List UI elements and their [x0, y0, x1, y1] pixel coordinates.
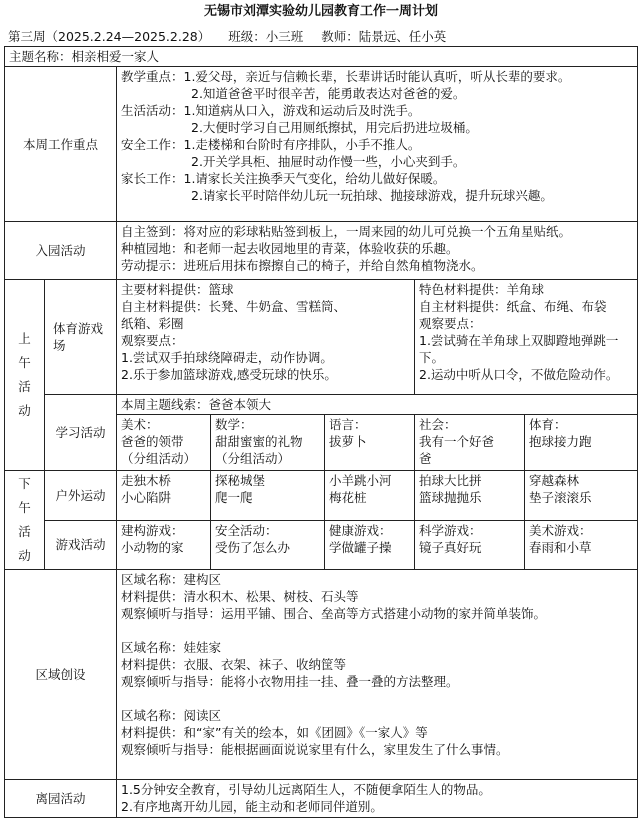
study-cell-pe: 体育： 抱球接力跑 [525, 415, 638, 471]
study-theme-row [5, 395, 638, 415]
pe-left-line: 纸箱、彩圈 [121, 316, 184, 331]
focus-row [5, 67, 638, 222]
pe-left-line: 1.尝试双手拍球绕障碍走，动作协调。 [121, 350, 333, 365]
area-line: 区域名称：建构区 [121, 572, 222, 587]
theme-cell: 主题名称：相亲相爱一家人 [5, 47, 638, 67]
pe-right-line: 观察要点： [419, 316, 482, 331]
outdoor-cell: 穿越森林 垫子滚滚乐 [525, 471, 638, 521]
pe-label: 体育游戏场 [45, 280, 117, 395]
game-cell: 建构游戏： 小动物的家 [117, 520, 211, 570]
plan-table [4, 46, 638, 818]
afternoon-label: 下午活动 [5, 471, 45, 570]
outdoor-cell: 走独木桥 小心陷阱 [117, 471, 211, 521]
game-cell: 安全活动： 受伤了怎么办 [211, 520, 325, 570]
pe-right-line: 自主材料提供：纸盒、布绳、布袋 [419, 299, 607, 314]
study-cell-art: 美术： 爸爸的领带 （分组活动） [117, 415, 211, 471]
area-line: 观察倾听与指导：能将小衣物用挂一挂、叠一叠的方法整理。 [121, 674, 459, 689]
leave-row [5, 780, 638, 818]
focus-line: 2.大便时学习自己用厕纸擦拭，用完后扔进垃圾桶。 [191, 120, 478, 135]
game-cell: 健康游戏： 学做罐子操 [325, 520, 415, 570]
leave-label: 离园活动 [5, 780, 117, 818]
area-line: 区域名称：阅读区 [121, 708, 222, 723]
teacher-label: 教师：陆景远、任小英 [321, 29, 447, 44]
focus-line: 2.知道爸爸平时很辛苦，能勇敢表达对爸爸的爱。 [191, 86, 466, 101]
pe-left-line: 观察要点： [121, 333, 184, 348]
pe-right-line: 2.运动中听从口令，不做危险动作。 [419, 367, 619, 382]
study-label: 学习活动 [45, 395, 117, 471]
area-line: 观察倾听与指导：能根据画面说说家里有什么，家里发生了什么事情。 [121, 742, 509, 757]
area-line: 区域名称：娃娃家 [121, 640, 222, 655]
area-line: 材料提供：衣服、衣架、袜子、收纳筐等 [121, 657, 347, 672]
study-cell-social: 社会： 我有一个好爸 爸 [415, 415, 525, 471]
outdoor-cell: 探秘城堡 爬一爬 [211, 471, 325, 521]
areas-row [5, 570, 638, 780]
theme-row [5, 47, 638, 67]
pe-left-line: 自主材料提供：长凳、牛奶盒、雪糕筒、 [121, 299, 347, 314]
focus-line: 安全工作：1.走楼梯和台阶时有序排队，小手不推人。 [121, 137, 421, 152]
pe-right-line: 特色材料提供：羊角球 [419, 282, 545, 297]
entry-content [117, 222, 638, 280]
morning-label: 上午活动 [5, 280, 45, 471]
outdoor-label: 户外运动 [45, 471, 117, 521]
areas-content [117, 570, 638, 780]
pe-right-line: 下。 [419, 350, 445, 365]
week-label: 第三周（2025.2.24—2025.2.28） [8, 29, 211, 44]
focus-line: 生活活动：1.知道病从口入，游戏和运动后及时洗手。 [121, 103, 421, 118]
entry-label: 入园活动 [5, 222, 117, 280]
focus-label: 本周工作重点 [5, 67, 117, 222]
areas-label: 区域创设 [5, 570, 117, 780]
area-line: 材料提供：和“家”有关的绘本，如《团圆》《一家人》等 [121, 725, 428, 740]
outdoor-cell: 小羊跳小河 梅花桩 [325, 471, 415, 521]
game-cell: 美术游戏： 春雨和小草 [525, 520, 638, 570]
study-cell-language: 语言： 拔萝卜 [325, 415, 415, 471]
area-line: 材料提供：清水积木、松果、树枝、石头等 [121, 589, 359, 604]
focus-line: 教学重点：1.爱父母，亲近与信赖长辈，长辈讲话时能认真听，听从长辈的要求。 [121, 69, 571, 84]
outdoor-cell: 拍球大比拼 篮球抛抛乐 [415, 471, 525, 521]
focus-line: 家长工作：1.请家长关注换季天气变化，给幼儿做好保暖。 [121, 171, 446, 186]
pe-right-content [415, 280, 638, 395]
leave-line: 2.有序地离开幼儿园，能主动和老师同伴道别。 [121, 799, 383, 814]
pe-left-content [117, 280, 415, 395]
pe-left-line: 2.乐于参加篮球游戏,感受玩球的快乐。 [121, 367, 337, 382]
focus-content [117, 67, 638, 222]
entry-line: 自主签到：将对应的彩球粘贴签到板上，一周来园的幼儿可兑换一个五角星贴纸。 [121, 224, 572, 239]
leave-line: 1.5分钟安全教育，引导幼儿远离陌生人，不随便拿陌生人的物品。 [121, 782, 491, 797]
document-title: 无锡市刘潭实验幼儿园教育工作一周计划 [203, 4, 438, 19]
class-label: 班级：小三班 [228, 29, 304, 44]
game-label: 游戏活动 [45, 520, 117, 570]
game-row [5, 520, 638, 570]
focus-line: 2.开关学具柜、抽屉时动作慢一些，小心夹到手。 [191, 154, 466, 169]
entry-line: 种植园地：和老师一起去收园地里的青菜，体验收获的乐趣。 [121, 241, 459, 256]
outdoor-row [5, 471, 638, 521]
area-line: 观察倾听与指导：运用平铺、围合、垒高等方式搭建小动物的家并简单装饰。 [121, 606, 547, 621]
study-theme: 本周主题线索：爸爸本领大 [117, 395, 638, 415]
game-cell: 科学游戏： 镜子真好玩 [415, 520, 525, 570]
document-meta [8, 29, 464, 45]
focus-line: 2.请家长平时陪伴幼儿玩一玩拍球、抛接球游戏，提升玩球兴趣。 [191, 188, 553, 203]
entry-row [5, 222, 638, 280]
pe-right-line: 1.尝试骑在羊角球上双脚蹬地弹跳一 [419, 333, 619, 348]
entry-line: 劳动提示：进班后用抹布擦擦自己的椅子，并给自然角植物浇水。 [121, 258, 484, 273]
leave-content [117, 780, 638, 818]
pe-left-line: 主要材料提供：篮球 [121, 282, 234, 297]
study-cell-math: 数学： 甜甜蜜蜜的礼物 （分组活动） [211, 415, 325, 471]
pe-row [5, 280, 638, 395]
